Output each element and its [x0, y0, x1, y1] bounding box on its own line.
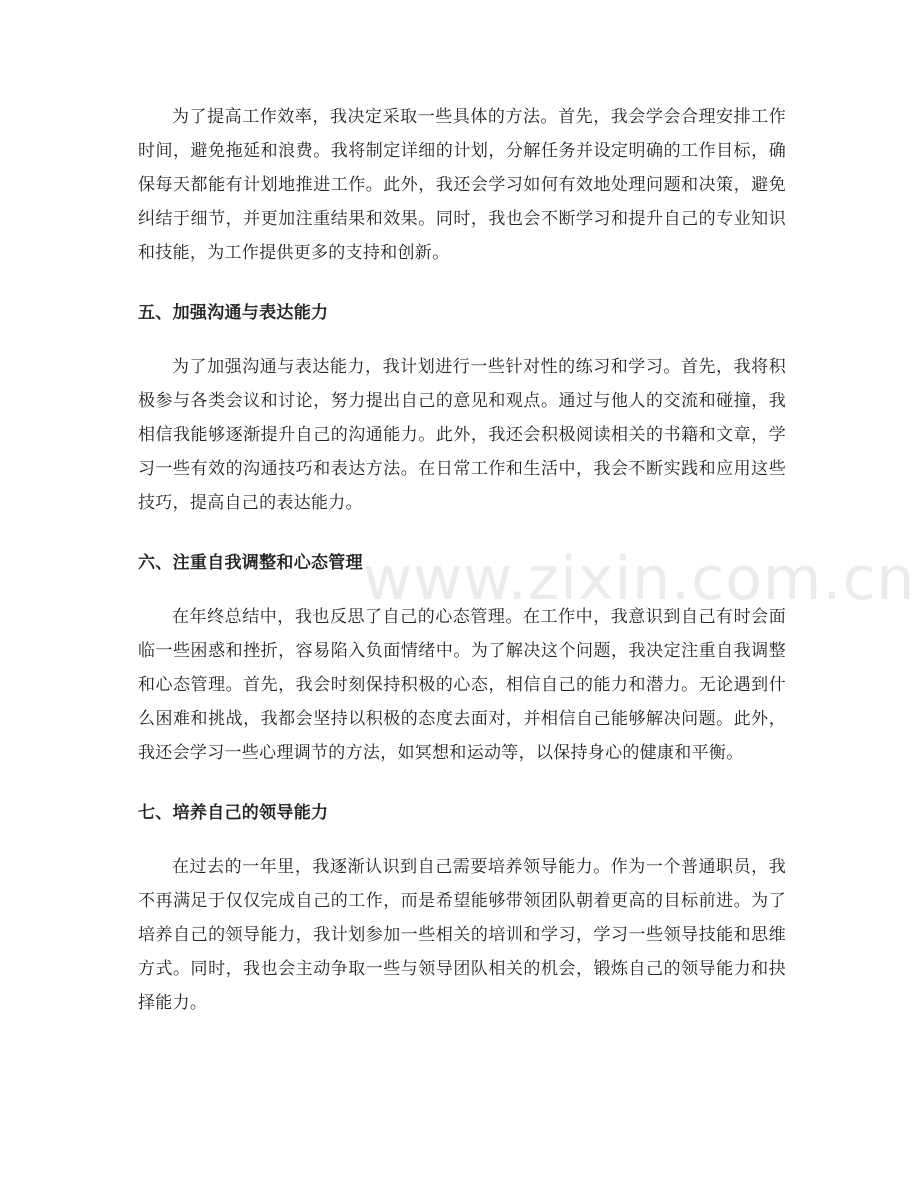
section-paragraph-7: 在过去的一年里，我逐渐认识到自己需要培养领导能力。作为一个普通职员，我不再满足于仅仅完成自己的工作，而是希望能够带领团队朝着更高的目标前进。为了培养自己的领导能力，我计划参加一些相关的培训和学习，学习一些领导技能和思维方式。同时，我也会主动争取一些与领导团队相关的机会，锻炼自己的领导能力和抉择能力。: [138, 857, 786, 1013]
section-paragraph-6: 在年终总结中，我也反思了自己的心态管理。在工作中，我意识到自己有时会面临一些困惑和挫折，容易陷入负面情绪中。为了解决这个问题，我决定注重自我调整和心态管理。首先，我会时刻保持积极的心态，相信自己的能力和潜力。无论遇到什么困难和挑战，我都会坚持以积极的态度去面对，并相信自己能够解决问题。此外，我还会学习一些心理调节的方法，如冥想和运动等，以保持身心的健康和平衡。: [138, 607, 786, 763]
section-paragraph-5: 为了加强沟通与表达能力，我计划进行一些针对性的练习和学习。首先，我将积极参与各类会议和讨论，努力提出自己的意见和观点。通过与他人的交流和碰撞，我相信我能够逐渐提升自己的沟通能力。此外，我还会积极阅读相关的书籍和文章，学习一些有效的沟通技巧和表达方法。在日常工作和生活中，我会不断实践和应用这些技巧，提高自己的表达能力。: [138, 357, 786, 513]
section-heading-5: 五、加强沟通与表达能力: [138, 303, 329, 323]
intro-paragraph: 为了提高工作效率，我决定采取一些具体的方法。首先，我会学会合理安排工作时间，避免拖延和浪费。我将制定详细的计划，分解任务并设定明确的工作目标，确保每天都能有计划地推进工作。此外，我还会学习如何有效地处理问题和决策，避免纠结于细节，并更加注重结果和效果。同时，我也会不断学习和提升自己的专业知识和技能，为工作提供更多的支持和创新。: [138, 107, 786, 263]
section-heading-7: 七、培养自己的领导能力: [138, 803, 329, 823]
document-body: [138, 100, 786, 1046]
watermark-text: www.zixin.com.cn: [363, 544, 916, 614]
section-heading-6: 六、注重自我调整和心态管理: [138, 553, 363, 573]
